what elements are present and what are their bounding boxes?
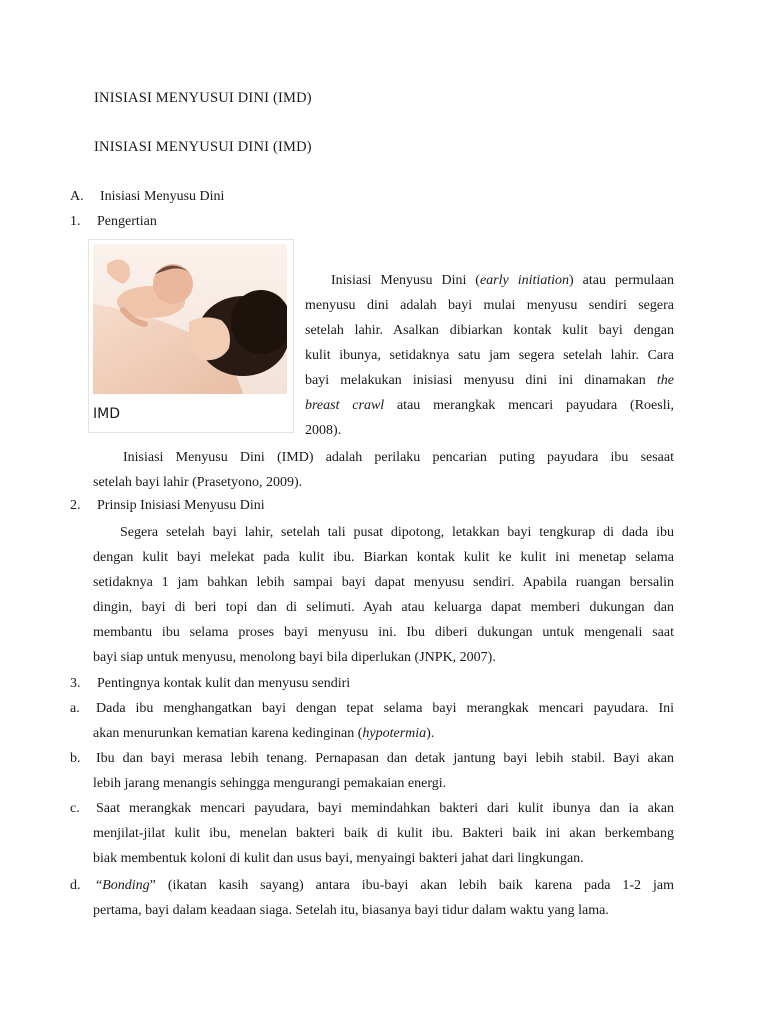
- para2-line: setelah bayi lahir (Prasetyono, 2009).: [93, 475, 303, 490]
- list-item-c: [93, 796, 674, 871]
- para1-line: kulit ibunya, setidaknya satu jam segera setelah lahir. Cara: [305, 348, 674, 363]
- list-c-line: biak membentuk koloni di kulit dan usus bayi, menyaingi bakteri jahat dari lingkungan.: [93, 851, 584, 866]
- item-2-heading: Prinsip Inisiasi Menyusu Dini: [97, 498, 265, 513]
- document-title: INISIASI MENYUSUI DINI (IMD): [94, 90, 312, 106]
- item-1-marker: 1.: [70, 214, 81, 229]
- item-1-heading: Pengertian: [97, 214, 157, 229]
- section-a-heading: Inisiasi Menyusu Dini: [100, 189, 225, 204]
- para1-line: setelah lahir. Asalkan dibiarkan kontak kulit bayi dengan: [305, 323, 674, 338]
- section-a-marker: A.: [70, 189, 84, 204]
- list-item-a: [93, 696, 674, 746]
- list-d-marker: d.: [70, 878, 81, 893]
- photo-caption: IMD: [93, 406, 120, 422]
- paragraph-imd-behavior: [93, 445, 674, 495]
- para3-line: Segera setelah bayi lahir, setelah tali pusat dipotong, letakkan bayi tengkurap di dada ibu: [120, 525, 674, 540]
- para1-line: menyusu dini adalah bayi mulai menyusu sendiri segera: [305, 298, 674, 313]
- mother-baby-illustration: [93, 244, 287, 394]
- list-item-b: [93, 746, 674, 796]
- list-c-line: menjilat-jilat kulit ibu, menelan bakteri baik di kulit ibu. Bakteri baik ini akan berkembang: [93, 826, 674, 841]
- list-b-line: Ibu dan bayi merasa lebih tenang. Pernapasan dan detak jantung bayi lebih stabil. Bayi akan: [96, 751, 674, 766]
- para1-line: bayi melakukan inisiasi menyusu dini ini dinamakan the: [305, 373, 674, 388]
- item-2-marker: 2.: [70, 498, 81, 513]
- para3-line: setidaknya 1 jam bahkan lebih sampai bayi dapat menyusu sendiri. Apabila ruangan bersalin: [93, 575, 674, 590]
- para1-line: Inisiasi Menyusu Dini (early initiation) atau permulaan: [331, 273, 674, 288]
- list-d-line: pertama, bayi dalam keadaan siaga. Setelah itu, biasanya bayi tidur dalam waktu yang lama.: [93, 903, 609, 918]
- list-a-marker: a.: [70, 701, 80, 716]
- list-b-marker: b.: [70, 751, 81, 766]
- list-d-line: “Bonding” (ikatan kasih sayang) antara ibu-bayi akan lebih baik karena pada 1-2 jam: [96, 878, 674, 893]
- list-c-marker: c.: [70, 801, 80, 816]
- para3-line: bayi siap untuk menyusu, menolong bayi bila diperlukan (JNPK, 2007).: [93, 650, 496, 665]
- item-3-heading: Pentingnya kontak kulit dan menyusu sendiri: [97, 676, 351, 691]
- list-a-line: akan menurunkan kematian karena kedinginan (hypotermia).: [93, 726, 435, 741]
- paragraph-definition: [305, 268, 674, 443]
- para1-line: breast crawl atau merangkak mencari payudara (Roesli,: [305, 398, 674, 413]
- list-b-line: lebih jarang menangis sehingga mengurangi pemakaian energi.: [93, 776, 447, 791]
- paragraph-principle: [93, 520, 674, 670]
- para3-line: dengan kulit bayi melekat pada kulit ibu. Biarkan kontak kulit ke kulit ini menetap selama: [93, 550, 674, 565]
- document-title-repeat: INISIASI MENYUSUI DINI (IMD): [94, 139, 312, 155]
- para3-line: dingin, bayi di beri topi dan di selimuti. Ayah atau keluarga dapat memberi dukungan dan: [93, 600, 674, 615]
- item-3-marker: 3.: [70, 676, 81, 691]
- para2-line: Inisiasi Menyusu Dini (IMD) adalah perilaku pencarian puting payudara ibu sesaat: [123, 450, 674, 465]
- para3-line: membantu ibu selama proses bayi menyusu ini. Ibu diberi dukungan untuk mengenali saat: [93, 625, 674, 640]
- list-a-line: Dada ibu menghangatkan bayi dengan tepat selama bayi merangkak mencari payudara. Ini: [96, 701, 674, 716]
- para1-line: 2008).: [305, 423, 342, 438]
- list-c-line: Saat merangkak mencari payudara, bayi memindahkan bakteri dari kulit ibunya dan ia akan: [96, 801, 674, 816]
- mother-baby-photo: [88, 239, 294, 433]
- list-item-d: [93, 873, 674, 923]
